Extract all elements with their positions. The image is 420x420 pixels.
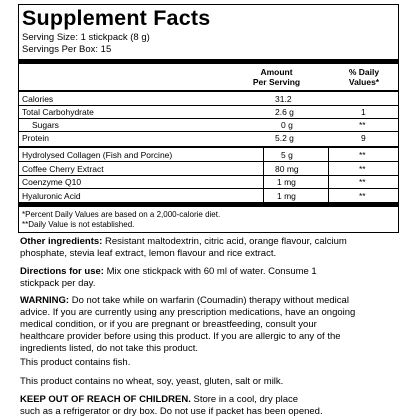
row-amount: 1 mg	[277, 191, 296, 201]
other-ingredients-label: Other ingredients:	[20, 236, 103, 247]
row-dv: **	[359, 191, 366, 201]
header-rule	[19, 59, 398, 64]
row-name: Coenzyme Q10	[22, 177, 82, 187]
panel-title: Supplement Facts	[22, 6, 211, 30]
daily-value-header	[329, 67, 399, 87]
table-top-rule	[19, 90, 398, 92]
warning-text-2: advice. If you are currently using any prescription medications, have an ongoing	[20, 307, 356, 318]
directions-label: Directions for use:	[20, 266, 104, 277]
row-dv: **	[359, 177, 366, 187]
row-divider	[19, 118, 398, 119]
servings-per-box: Servings Per Box: 15	[22, 44, 112, 55]
other-ingredients-text-1: Resistant maltodextrin, citric acid, orange flavour, calcium	[102, 236, 347, 247]
row-amount: 0 g	[281, 120, 293, 130]
row-divider	[19, 188, 398, 189]
row-amount: 31.2	[275, 94, 292, 104]
directions-text-2: stickpack per day.	[20, 278, 96, 289]
row-name: Sugars	[32, 120, 59, 130]
amount-header-line1: Amount	[260, 67, 293, 77]
other-ingredients	[20, 236, 410, 260]
row-dv: **	[359, 164, 366, 174]
free-from-statement: This product contains no wheat, soy, yeast, gluten, salt or milk.	[20, 376, 284, 387]
row-name: Hyaluronic Acid	[22, 191, 81, 201]
storage-text-2: such as a refrigerator or dry box. Do not use if packet has been opened.	[20, 406, 323, 417]
storage-text-1: Store in a cool, dry place	[190, 394, 299, 405]
warning-text-5: ingredients listed, do not take this product.	[20, 343, 198, 354]
row-divider	[19, 161, 398, 162]
warning-text-4: healthcare provider before using this product. If you are allergic to any of the	[20, 331, 341, 342]
amount-header	[224, 67, 329, 87]
row-amount: 5 g	[281, 150, 293, 160]
section-rule	[19, 146, 398, 148]
warning-text-1: Do not take while on warfarin (Coumadin) therapy without medical	[69, 295, 349, 306]
row-divider	[19, 175, 398, 176]
row-divider	[19, 131, 398, 132]
storage-instructions	[20, 394, 410, 418]
warning	[20, 295, 410, 355]
directions-for-use	[20, 266, 410, 290]
amount-header-line2: Per Serving	[252, 77, 301, 87]
row-dv: **	[359, 120, 366, 130]
row-name: Protein	[22, 133, 49, 143]
row-amount: 5.2 g	[275, 133, 294, 143]
warning-label: WARNING:	[20, 295, 70, 306]
column-divider	[328, 147, 329, 203]
row-amount: 80 mg	[275, 164, 299, 174]
row-divider	[19, 105, 398, 106]
row-dv: 1	[361, 107, 366, 117]
row-dv: 9	[361, 133, 366, 143]
contains-fish: This product contains fish.	[20, 357, 131, 368]
row-name: Coffee Cherry Extract	[22, 164, 104, 174]
footnote-not-established: **Daily Value is not established.	[22, 220, 135, 229]
keep-out-label: KEEP OUT OF REACH OF CHILDREN.	[20, 394, 191, 405]
dv-header-line1: % Daily	[348, 67, 380, 77]
column-divider	[263, 147, 264, 203]
serving-size: Serving Size: 1 stickpack (8 g)	[22, 32, 150, 43]
row-amount: 2.6 g	[275, 107, 294, 117]
table-bottom-rule	[19, 202, 398, 207]
footnote-daily-values: *Percent Daily Values are based on a 2,000-calorie diet.	[22, 210, 221, 219]
dv-header-line2: Values*	[348, 77, 380, 87]
row-dv: **	[359, 150, 366, 160]
supplement-facts-panel	[18, 4, 399, 233]
row-name: Total Carbohydrate	[22, 107, 94, 117]
other-ingredients-text-2: phosphate, stevia leaf extract, lemon flavour and rice extract.	[20, 248, 277, 259]
row-amount: 1 mg	[277, 177, 296, 187]
row-name: Calories	[22, 94, 54, 104]
row-name: Hydrolysed Collagen (Fish and Porcine)	[22, 150, 173, 160]
warning-text-3: medical condition, or if you are pregnant or breastfeeding, consult your	[20, 319, 317, 330]
directions-text-1: Mix one stickpack with 60 ml of water. Consume 1	[103, 266, 317, 277]
